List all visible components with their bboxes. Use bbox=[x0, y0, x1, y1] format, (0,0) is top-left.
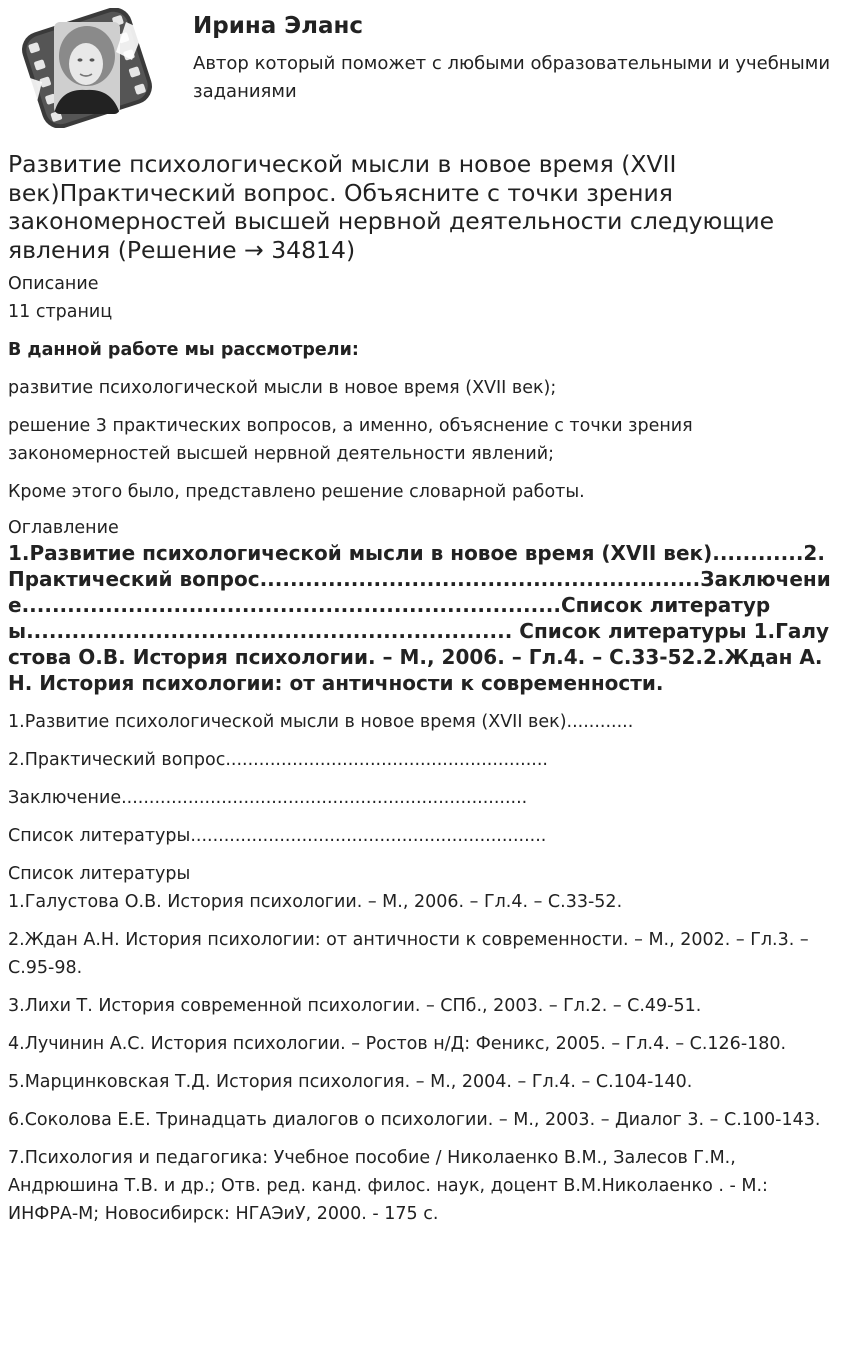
intro-item: решение 3 практических вопросов, а именно, объяснение с точки зрения закономерностей высшей нервной деятельности явлений; bbox=[8, 416, 693, 464]
intro-item: развитие психологической мысли в новое время (XVII век); bbox=[8, 378, 557, 398]
author-photo-frame-icon bbox=[16, 8, 158, 128]
toc-item: Список литературы................................................................ bbox=[8, 826, 547, 846]
intro-item: Кроме этого было, представлено решение словарной работы. bbox=[8, 482, 585, 502]
page-count: 11 страниц bbox=[8, 302, 113, 322]
reference-item: 2.Ждан А.Н. История психологии: от античности к современности. – М., 2002. – Гл.3. – С.95-98. bbox=[8, 930, 809, 978]
reference-item: 6.Соколова Е.Е. Тринадцать диалогов о психологии. – М., 2003. – Диалог 3. – С.100-143. bbox=[8, 1110, 821, 1130]
references-list bbox=[8, 888, 839, 1228]
reference-item: 4.Лучинин А.С. История психологии. – Ростов н/Д: Феникс, 2005. – Гл.4. – С.126-180. bbox=[8, 1034, 787, 1054]
reference-item: 3.Лихи Т. История современной психологии. – СПб., 2003. – Гл.2. – С.49-51. bbox=[8, 996, 702, 1016]
reference-item: 7.Психология и педагогика: Учебное пособие / Николаенко В.М., Залесов Г.М., Андрюшина Т.В. и др.; Отв. ред. канд. филос. наук, доцент В.М.Николаенко . - М.: ИНФРА-М; Новосибирск: НГАЭиУ, 2000. - 175 с. bbox=[8, 1148, 768, 1224]
toc-summary-wrap bbox=[8, 540, 847, 696]
toc-item: Заключение......................................................................... bbox=[8, 788, 528, 808]
toc-item: 1.Развитие психологической мысли в новое время (XVII век)............ bbox=[8, 712, 634, 732]
author-card bbox=[8, 0, 839, 140]
author-name[interactable]: Ирина Эланс bbox=[193, 13, 364, 39]
reference-item: 5.Марцинковская Т.Д. История психология. – М., 2004. – Гл.4. – С.104-140. bbox=[8, 1072, 693, 1092]
description-label: Описание bbox=[8, 274, 99, 294]
page-title: Развитие психологической мысли в новое время (XVII век)Практический вопрос. Объясните с точки зрения закономерностей высшей нервной деятельности следующие явления (Решение → 34814) bbox=[8, 150, 775, 264]
reference-item: 1.Галустова О.В. История психологии. – М., 2006. – Гл.4. – С.33-52. bbox=[8, 892, 623, 912]
author-description: Автор который поможет с любыми образовательными и учебными заданиями bbox=[193, 53, 831, 102]
toc-item: 2.Практический вопрос.......................................................... bbox=[8, 750, 548, 770]
references-label: Список литературы bbox=[8, 864, 191, 884]
toc-summary: 1.Развитие психологической мысли в новое время (XVII век)............2.Практический вопрос..........................................................Заключение.......................................................................Список литературы................................................................ Список литературы 1.Галустова О.В. История психологии. – М., 2006. – Гл.4. – С.33-52.2.Ждан А.Н. История психологии: от античности к современности. bbox=[8, 541, 831, 695]
intro-heading: В данной работе мы рассмотрели: bbox=[8, 340, 359, 360]
toc-label: Оглавление bbox=[8, 518, 119, 538]
